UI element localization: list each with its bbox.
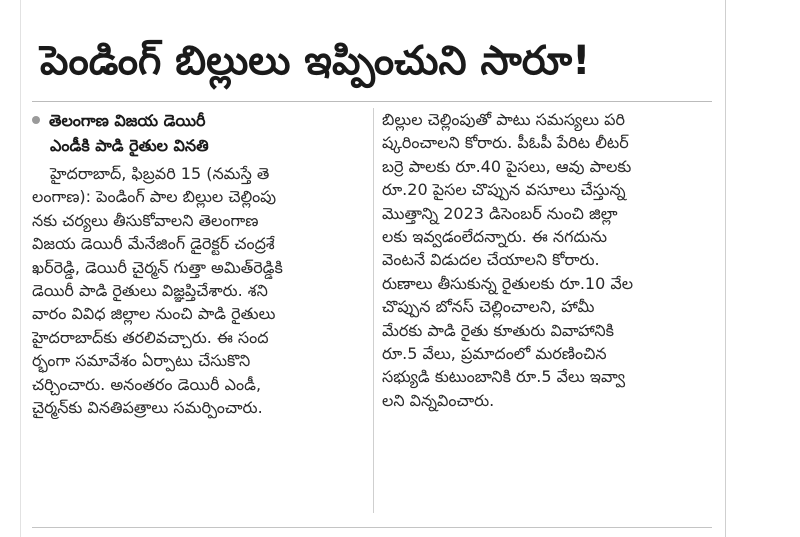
right-column: [382, 108, 712, 412]
body-line: ఖర్‌రెడ్డి, డెయిరీ చైర్మన్ గుత్తా అమిత్‌రెడ్డికి: [32, 257, 283, 277]
headline-divider: [32, 101, 712, 102]
body-line: చొప్పున బోనస్ చెల్లించాలని, హామీ: [382, 297, 595, 317]
body-line: చర్చించారు. అనంతరం డెయిరీ ఎండీ,: [32, 374, 262, 394]
body-line: హైదరాబాద్, ఫిబ్రవరి 15 (నమస్తే తె: [50, 164, 270, 183]
body-line: లకు ఇవ్వడంలేదన్నారు. ఈ నగదును: [382, 226, 608, 246]
body-line: నకు చర్యలు తీసుకోవాలని తెలంగాణ: [32, 210, 259, 230]
body-line: వెంటనే విడుదల చేయాలని కోరారు.: [382, 250, 600, 270]
body-line: రూ.5 వేలు, ప్రమాదంలో మరణించిన: [382, 343, 607, 363]
body-line: లని విన్నవించారు.: [382, 390, 495, 410]
subheading-line-2: ఎండీకి పాడి రైతుల వినతి: [50, 136, 209, 155]
left-column: [32, 108, 364, 419]
right-border: [725, 0, 726, 537]
body-line: బర్రె పాలకు రూ.40 పైసలు, ఆవు పాలకు: [382, 156, 632, 176]
body-line: చైర్మన్‌కు వినతిపత్రాలు సమర్పించారు.: [32, 397, 263, 417]
body-line: హైదరాబాద్‌కు తరలివచ్చారు. ఈ సంద: [32, 327, 269, 347]
body-line: మొత్తాన్ని 2023 డిసెంబర్ నుంచి జిల్లా: [382, 203, 618, 223]
body-line: సభ్యుడి కుటుంబానికి రూ.5 వేలు ఇవ్వా: [382, 367, 626, 387]
bullet-icon: [32, 116, 40, 124]
body-line: డెయిరీ పాడి రైతులు విజ్ఞప్తిచేశారు. శని: [32, 280, 268, 300]
body-line: లంగాణ): పెండింగ్ పాల బిల్లుల చెల్లింపు: [32, 187, 277, 207]
body-line: రూ.20 పైసల చొప్పున వసూలు చేస్తున్న: [382, 180, 626, 200]
body-line: బిల్లుల చెల్లింపుతో పాటు సమస్యలు పరి: [382, 110, 626, 129]
body-line: రుణాలు తీసుకున్న రైతులకు రూ.10 వేల: [382, 273, 634, 293]
left-border: [20, 0, 21, 537]
subheading-line-1: తెలంగాణ విజయ డెయిరీ: [32, 108, 364, 133]
body-line: వారం వివిధ జిల్లాల నుంచి పాడి రైతులు: [32, 304, 276, 324]
subheading: [32, 108, 364, 158]
headline: పెండింగ్ బిల్లులు ఇప్పించుని సారూ!: [40, 38, 591, 84]
body-line: ర్భంగా సమావేశం ఏర్పాటు చేసుకొని: [32, 351, 251, 371]
bottom-divider: [32, 527, 712, 528]
body-line: మేరకు పాడి రైతు కూతురు వివాహానికి: [382, 320, 614, 340]
body-line: విజయ డెయిరీ మేనేజింగ్ డైరెక్టర్ చంద్రశే: [32, 234, 275, 254]
column-divider: [373, 108, 374, 513]
body-line: ష్కరించాలని కోరారు. పీఓపీ పేరిట లీటర్: [382, 133, 629, 153]
